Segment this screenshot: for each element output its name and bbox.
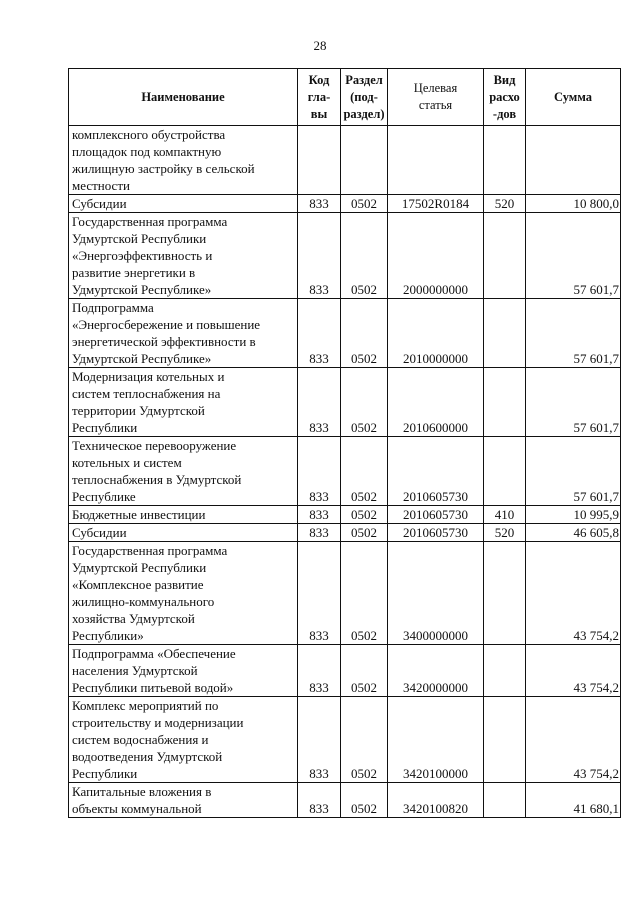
- row-section: 0502: [341, 697, 388, 783]
- header-name: Наименование: [69, 69, 298, 126]
- row-section: 0502: [341, 299, 388, 368]
- header-type: Вид расхо -дов: [484, 69, 526, 126]
- row-code: 833: [298, 506, 341, 524]
- table-row: [69, 783, 621, 818]
- table-row: [69, 213, 621, 299]
- header-sum: Сумма: [526, 69, 621, 126]
- row-name: Капитальные вложения в объекты коммунальной: [69, 783, 298, 818]
- row-section: 0502: [341, 645, 388, 697]
- header-section: Раздел (под- раздел): [341, 69, 388, 126]
- row-code: 833: [298, 697, 341, 783]
- row-code: 833: [298, 195, 341, 213]
- row-section: 0502: [341, 368, 388, 437]
- row-sum: 57 601,7: [526, 368, 621, 437]
- row-section: 0502: [341, 213, 388, 299]
- row-code: [298, 126, 341, 195]
- row-code: 833: [298, 645, 341, 697]
- row-type: [484, 697, 526, 783]
- budget-table: [68, 68, 621, 818]
- row-code: 833: [298, 368, 341, 437]
- row-target: 2010605730: [388, 506, 484, 524]
- row-type: [484, 542, 526, 645]
- row-sum: 43 754,2: [526, 697, 621, 783]
- row-sum: 43 754,2: [526, 542, 621, 645]
- row-target: 2010605730: [388, 437, 484, 506]
- row-type: 520: [484, 195, 526, 213]
- row-type: 410: [484, 506, 526, 524]
- row-section: 0502: [341, 542, 388, 645]
- row-section: 0502: [341, 506, 388, 524]
- row-type: [484, 213, 526, 299]
- row-name: Модернизация котельных и систем теплоснабжения на территории Удмуртской Республики: [69, 368, 298, 437]
- header-code: Код гла- вы: [298, 69, 341, 126]
- row-code: 833: [298, 542, 341, 645]
- row-type: [484, 299, 526, 368]
- table-row: [69, 542, 621, 645]
- row-name: Подпрограмма «Энергосбережение и повышение энергетической эффективности в Удмуртской Республике»: [69, 299, 298, 368]
- row-type: [484, 437, 526, 506]
- header-target: Целевая статья: [388, 69, 484, 126]
- row-name: Субсидии: [69, 524, 298, 542]
- row-section: [341, 126, 388, 195]
- row-sum: 41 680,1: [526, 783, 621, 818]
- row-type: [484, 645, 526, 697]
- table-row: [69, 524, 621, 542]
- table-row: [69, 299, 621, 368]
- row-name: Государственная программа Удмуртской Республики «Комплексное развитие жилищно-коммунального хозяйства Удмуртской Республики»: [69, 542, 298, 645]
- table-row: [69, 506, 621, 524]
- row-type: [484, 368, 526, 437]
- row-name: Подпрограмма «Обеспечение населения Удмуртской Республики питьевой водой»: [69, 645, 298, 697]
- row-name: Субсидии: [69, 195, 298, 213]
- row-name: Государственная программа Удмуртской Республики «Энергоэффективность и развитие энергетики в Удмуртской Республике»: [69, 213, 298, 299]
- table-row: [69, 195, 621, 213]
- row-name: Комплекс мероприятий по строительству и модернизации систем водоснабжения и водоотведения Удмуртской Республики: [69, 697, 298, 783]
- row-code: 833: [298, 213, 341, 299]
- row-sum: 57 601,7: [526, 299, 621, 368]
- row-code: 833: [298, 783, 341, 818]
- row-type: [484, 783, 526, 818]
- table-row: [69, 368, 621, 437]
- row-target: 3400000000: [388, 542, 484, 645]
- table-header: [69, 69, 621, 126]
- row-type: 520: [484, 524, 526, 542]
- row-target: [388, 126, 484, 195]
- table-row: [69, 645, 621, 697]
- row-name: Бюджетные инвестиции: [69, 506, 298, 524]
- row-sum: 57 601,7: [526, 437, 621, 506]
- row-target: 2010600000: [388, 368, 484, 437]
- row-target: 3420000000: [388, 645, 484, 697]
- row-name: Техническое перевооружение котельных и систем теплоснабжения в Удмуртской Республике: [69, 437, 298, 506]
- row-section: 0502: [341, 195, 388, 213]
- row-target: 2010000000: [388, 299, 484, 368]
- row-type: [484, 126, 526, 195]
- row-sum: 46 605,8: [526, 524, 621, 542]
- row-section: 0502: [341, 437, 388, 506]
- table-row: [69, 697, 621, 783]
- row-section: 0502: [341, 524, 388, 542]
- header-row: [69, 69, 621, 126]
- row-sum: [526, 126, 621, 195]
- row-code: 833: [298, 524, 341, 542]
- row-target: 3420100000: [388, 697, 484, 783]
- row-sum: 10 800,0: [526, 195, 621, 213]
- page-number: 28: [313, 38, 327, 53]
- row-code: 833: [298, 437, 341, 506]
- row-sum: 57 601,7: [526, 213, 621, 299]
- table-row: [69, 126, 621, 195]
- row-target: 2000000000: [388, 213, 484, 299]
- row-target: 2010605730: [388, 524, 484, 542]
- row-sum: 43 754,2: [526, 645, 621, 697]
- row-sum: 10 995,9: [526, 506, 621, 524]
- table-row: [69, 437, 621, 506]
- row-section: 0502: [341, 783, 388, 818]
- row-name: комплексного обустройства площадок под компактную жилищную застройку в сельской местности: [69, 126, 298, 195]
- row-target: 3420100820: [388, 783, 484, 818]
- row-target: 17502R0184: [388, 195, 484, 213]
- row-code: 833: [298, 299, 341, 368]
- table-body: [69, 126, 621, 818]
